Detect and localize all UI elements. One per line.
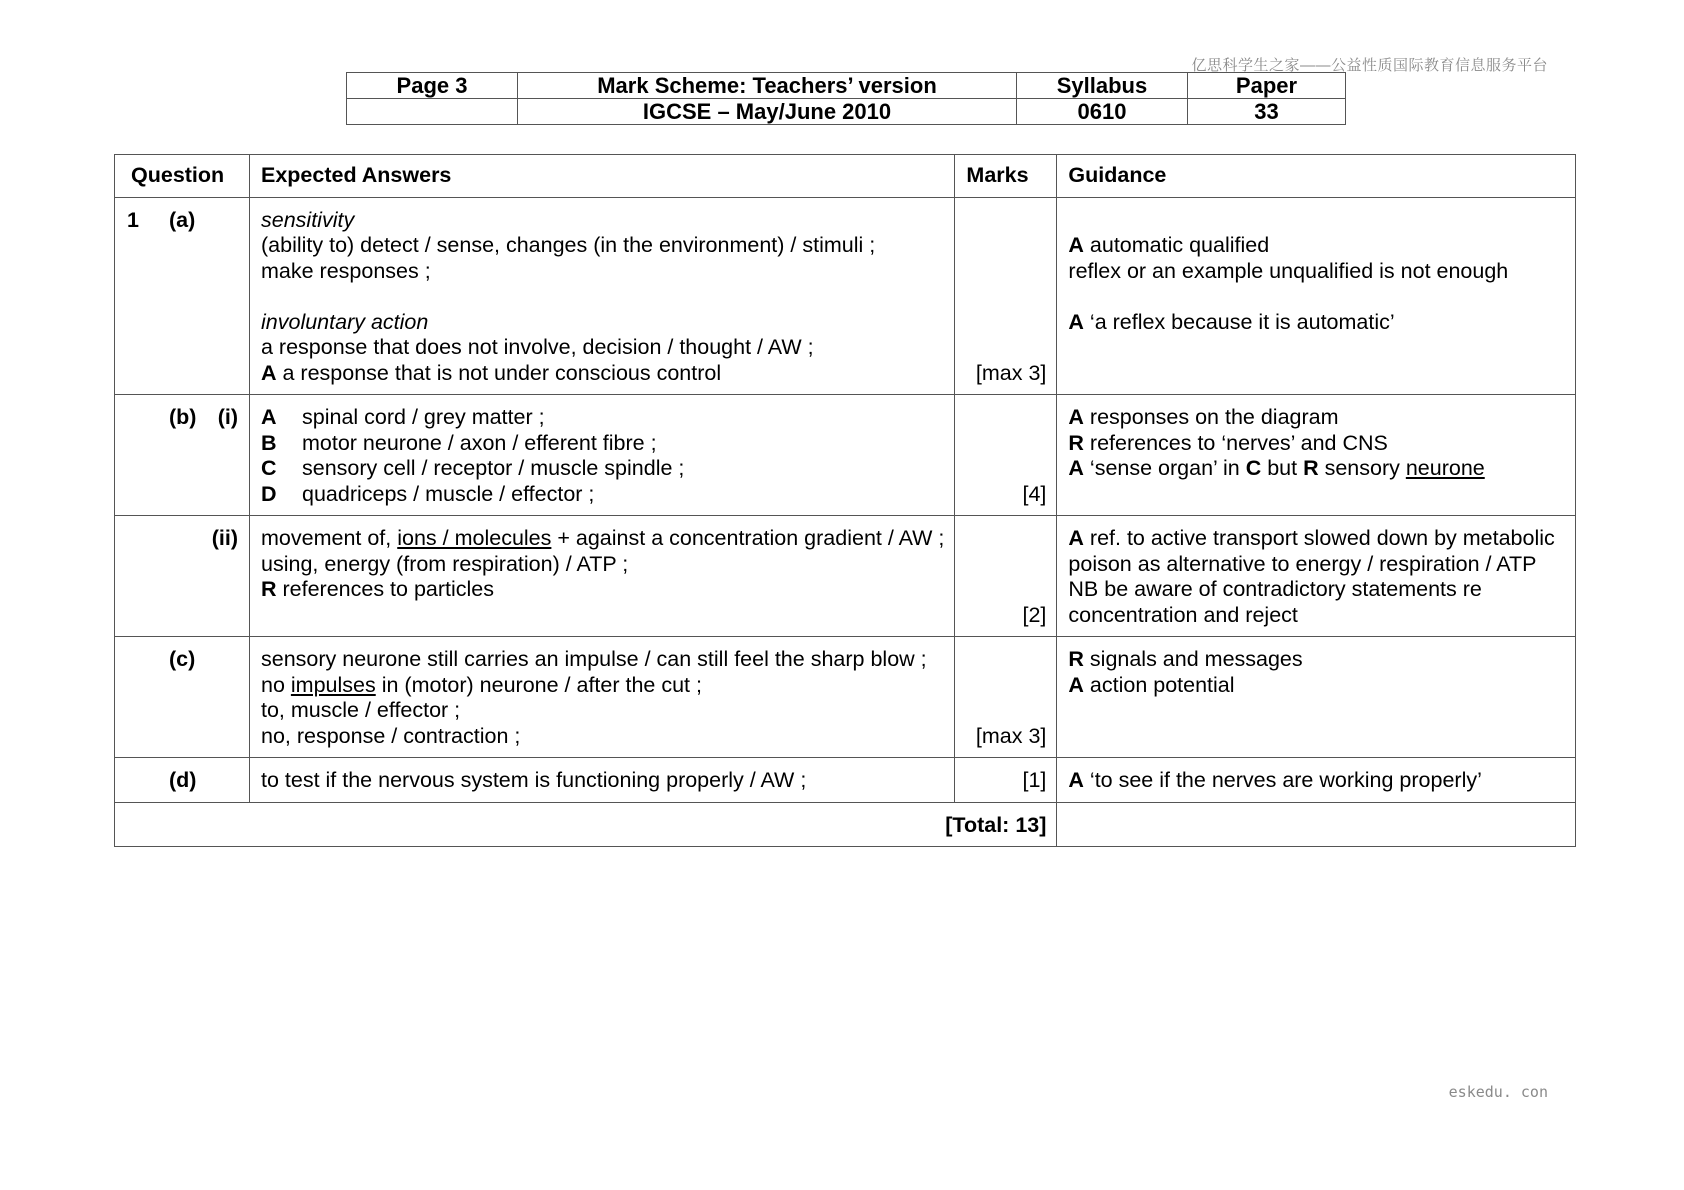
- question-part: (c): [169, 647, 196, 671]
- table-row: [115, 516, 1576, 637]
- guidance-line: A ref. to active transport slowed down by metabolic: [1068, 526, 1555, 550]
- table-row: [115, 758, 1576, 803]
- table-header-row: [115, 155, 1576, 198]
- question-part: (b): [169, 405, 197, 429]
- answer-line: no, response / contraction ;: [261, 723, 521, 748]
- total-marks: [Total: 13]: [115, 802, 1057, 847]
- answer-line: involuntary action: [261, 309, 429, 334]
- guidance-cell: [1057, 395, 1576, 516]
- question-cell: [115, 197, 250, 395]
- column-header-question: Question: [115, 155, 250, 198]
- header-empty-cell: [347, 99, 518, 125]
- exam-session: IGCSE – May/June 2010: [518, 99, 1017, 125]
- guidance-cell: [1057, 516, 1576, 637]
- question-cell: [115, 758, 250, 803]
- question-part: (a): [169, 207, 196, 232]
- answer-line: A spinal cord / grey matter ;: [261, 405, 545, 429]
- watermark-top: 亿思科学生之家——公益性质国际教育信息服务平台: [1191, 57, 1548, 74]
- answer-line: R references to particles: [261, 577, 495, 601]
- column-header-answers: Expected Answers: [250, 155, 955, 198]
- watermark-bottom: eskedu. con: [1448, 1083, 1548, 1101]
- marks-cell: [max 3]: [955, 637, 1057, 758]
- guidance-line: R signals and messages: [1068, 647, 1303, 671]
- guidance-line: A ‘sense organ’ in C but R sensory neurone: [1068, 456, 1485, 480]
- answer-line: sensitivity: [261, 207, 355, 232]
- answers-cell: [250, 758, 955, 803]
- paper-number: 33: [1188, 99, 1346, 125]
- guidance-line: concentration and reject: [1068, 602, 1298, 627]
- question-subpart: (ii): [211, 526, 238, 550]
- guidance-cell: [1057, 197, 1576, 395]
- answer-line: using, energy (from respiration) / ATP ;: [261, 551, 629, 576]
- answer-line: C sensory cell / receptor / muscle spindle ;: [261, 456, 685, 480]
- guidance-line: NB be aware of contradictory statements re: [1068, 577, 1482, 601]
- guidance-line: A automatic qualified: [1068, 233, 1270, 257]
- guidance-line: A ‘a reflex because it is automatic’: [1068, 309, 1395, 334]
- question-cell: [115, 516, 250, 637]
- question-subpart: (i): [217, 405, 238, 429]
- guidance-line: reflex or an example unqualified is not enough: [1068, 258, 1509, 283]
- page-number: Page 3: [347, 73, 518, 99]
- answer-line: sensory neurone still carries an impulse / can still feel the sharp blow ;: [261, 647, 927, 671]
- answer-line: to, muscle / effector ;: [261, 698, 461, 722]
- answers-cell: [250, 516, 955, 637]
- guidance-line: A responses on the diagram: [1068, 405, 1339, 429]
- answer-line: movement of, ions / molecules + against a concentration gradient / AW ;: [261, 526, 945, 550]
- answer-line: make responses ;: [261, 258, 431, 283]
- marks-cell: [2]: [955, 516, 1057, 637]
- question-cell: [115, 637, 250, 758]
- guidance-line: R references to ‘nerves’ and CNS: [1068, 430, 1388, 455]
- answer-line: no impulses in (motor) neurone / after the cut ;: [261, 672, 702, 697]
- answer-line: a response that does not involve, decision / thought / AW ;: [261, 335, 814, 359]
- marks-cell: [1]: [955, 758, 1057, 803]
- question-cell: [115, 395, 250, 516]
- document-title: Mark Scheme: Teachers’ version: [518, 73, 1017, 99]
- guidance-cell: [1057, 637, 1576, 758]
- answer-line: to test if the nervous system is functioning properly / AW ;: [261, 768, 807, 792]
- syllabus-code: 0610: [1017, 99, 1188, 125]
- paper-label: Paper: [1188, 73, 1346, 99]
- guidance-cell: [1057, 758, 1576, 803]
- question-number: 1: [127, 207, 139, 232]
- guidance-line: A ‘to see if the nerves are working properly’: [1068, 768, 1482, 792]
- answer-line: B motor neurone / axon / efferent fibre ;: [261, 430, 657, 455]
- table-row: [115, 637, 1576, 758]
- table-row: [115, 197, 1576, 395]
- marks-cell: [max 3]: [955, 197, 1057, 395]
- answer-line: D quadriceps / muscle / effector ;: [261, 481, 595, 506]
- marks-cell: [4]: [955, 395, 1057, 516]
- table-row: [115, 395, 1576, 516]
- question-part: (d): [169, 768, 197, 792]
- guidance-line: A action potential: [1068, 672, 1235, 697]
- syllabus-label: Syllabus: [1017, 73, 1188, 99]
- total-row: [115, 802, 1576, 847]
- total-empty-cell: [1057, 802, 1576, 847]
- guidance-line: poison as alternative to energy / respiration / ATP: [1068, 551, 1537, 576]
- answer-line: (ability to) detect / sense, changes (in the environment) / stimuli ;: [261, 233, 876, 257]
- answers-cell: [250, 395, 955, 516]
- answer-line: A a response that is not under conscious control: [261, 360, 722, 385]
- answers-cell: [250, 197, 955, 395]
- column-header-marks: Marks: [955, 155, 1057, 198]
- mark-scheme-table: [114, 154, 1576, 847]
- column-header-guidance: Guidance: [1057, 155, 1576, 198]
- header-table: [346, 72, 1346, 125]
- answers-cell: [250, 637, 955, 758]
